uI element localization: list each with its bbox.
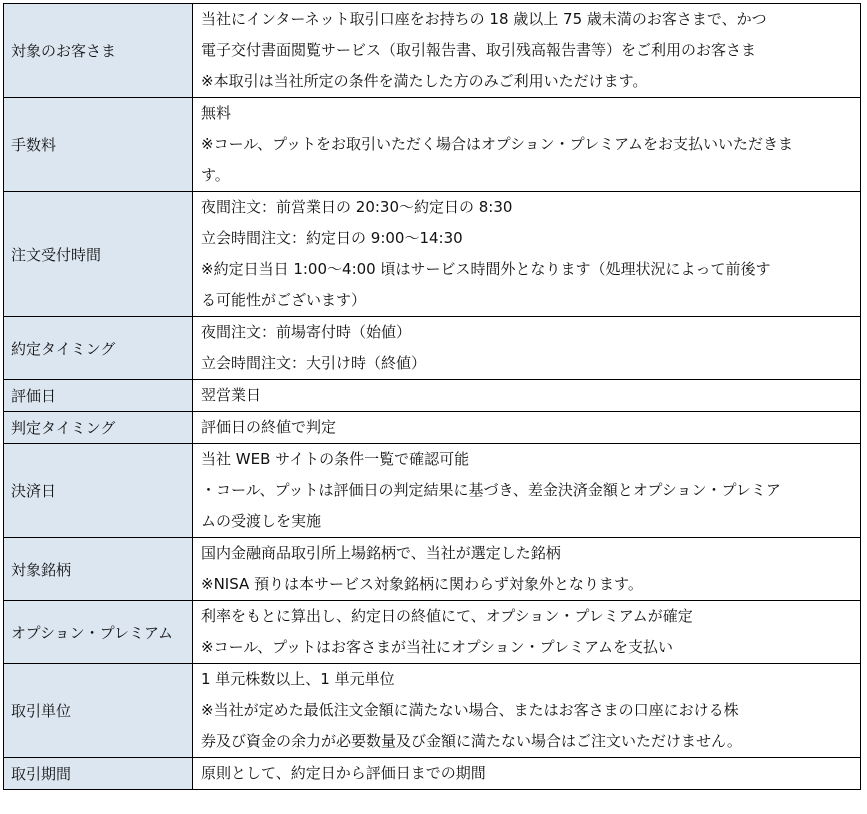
table-row	[4, 380, 861, 412]
content-line: 当社にインターネット取引口座をお持ちの 18 歳以上 75 歳未満のお客さまで、かつ	[201, 10, 767, 28]
row-content	[193, 758, 861, 790]
table-row	[4, 412, 861, 444]
content-line: 夜間注文：前場寄付時（始値）	[201, 323, 412, 341]
table-row	[4, 317, 861, 380]
table-row	[4, 4, 861, 98]
row-label: 手数料	[4, 98, 193, 192]
row-content	[193, 380, 861, 412]
content-line: 券及び資金の余力が必要数量及び金額に満たない場合はご注文いただけません。	[201, 732, 742, 750]
content-line: す。	[201, 166, 230, 184]
row-label: 対象銘柄	[4, 538, 193, 601]
content-line: 国内金融商品取引所上場銘柄で、当社が選定した銘柄	[201, 544, 561, 562]
content-line: 翌営業日	[201, 386, 262, 404]
row-content	[193, 98, 861, 192]
content-line: る可能性がございます）	[201, 291, 367, 309]
table-row	[4, 98, 861, 192]
terms-table	[3, 3, 861, 790]
content-line: ・コール、プットは評価日の判定結果に基づき、差金決済金額とオプション・プレミア	[201, 481, 781, 499]
content-line: ※本取引は当社所定の条件を満たした方のみご利用いただけます。	[201, 72, 648, 90]
table-row	[4, 538, 861, 601]
row-content	[193, 412, 861, 444]
content-line: 立会時間注文：約定日の 9:00～14:30	[201, 229, 463, 247]
row-content	[193, 601, 861, 664]
row-label: 取引期間	[4, 758, 193, 790]
content-line: ※コール、プットをお取引いただく場合はオプション・プレミアムをお支払いいただきま	[201, 135, 794, 153]
table-row	[4, 444, 861, 538]
row-label: 評価日	[4, 380, 193, 412]
content-line: 夜間注文：前営業日の 20:30～約定日の 8:30	[201, 198, 513, 216]
row-content	[193, 192, 861, 317]
content-line: ムの受渡しを実施	[201, 512, 322, 530]
content-line: 立会時間注文：大引け時（終値）	[201, 354, 427, 372]
content-line: 1 単元株数以上、1 単元単位	[201, 670, 395, 688]
content-line: 利率をもとに算出し、約定日の終値にて、オプション・プレミアムが確定	[201, 607, 693, 625]
row-content	[193, 538, 861, 601]
table-row	[4, 664, 861, 758]
row-label: 取引単位	[4, 664, 193, 758]
content-line: ※コール、プットはお客さまが当社にオプション・プレミアムを支払い	[201, 638, 674, 656]
row-label: オプション・プレミアム	[4, 601, 193, 664]
content-line: ※NISA 預りは本サービス対象銘柄に関わらず対象外となります。	[201, 575, 643, 593]
content-line: 原則として、約定日から評価日までの期間	[201, 764, 486, 782]
row-content	[193, 664, 861, 758]
row-label: 対象のお客さま	[4, 4, 193, 98]
content-line: 電子交付書面閲覧サービス（取引報告書、取引残高報告書等）をご利用のお客さま	[201, 41, 757, 59]
content-line: ※当社が定めた最低注文金額に満たない場合、またはお客さまの口座における株	[201, 701, 739, 719]
table-row	[4, 758, 861, 790]
content-line: ※約定日当日 1:00～4:00 頃はサービス時間外となります（処理状況によって前後す	[201, 260, 771, 278]
row-label: 注文受付時間	[4, 192, 193, 317]
content-line: 無料	[201, 104, 232, 122]
row-label: 約定タイミング	[4, 317, 193, 380]
row-label: 判定タイミング	[4, 412, 193, 444]
row-content	[193, 4, 861, 98]
row-label: 決済日	[4, 444, 193, 538]
table-row	[4, 192, 861, 317]
terms-table-body	[4, 4, 861, 790]
table-row	[4, 601, 861, 664]
content-line: 評価日の終値で判定	[201, 418, 337, 436]
content-line: 当社 WEB サイトの条件一覧で確認可能	[201, 450, 470, 468]
row-content	[193, 317, 861, 380]
row-content	[193, 444, 861, 538]
